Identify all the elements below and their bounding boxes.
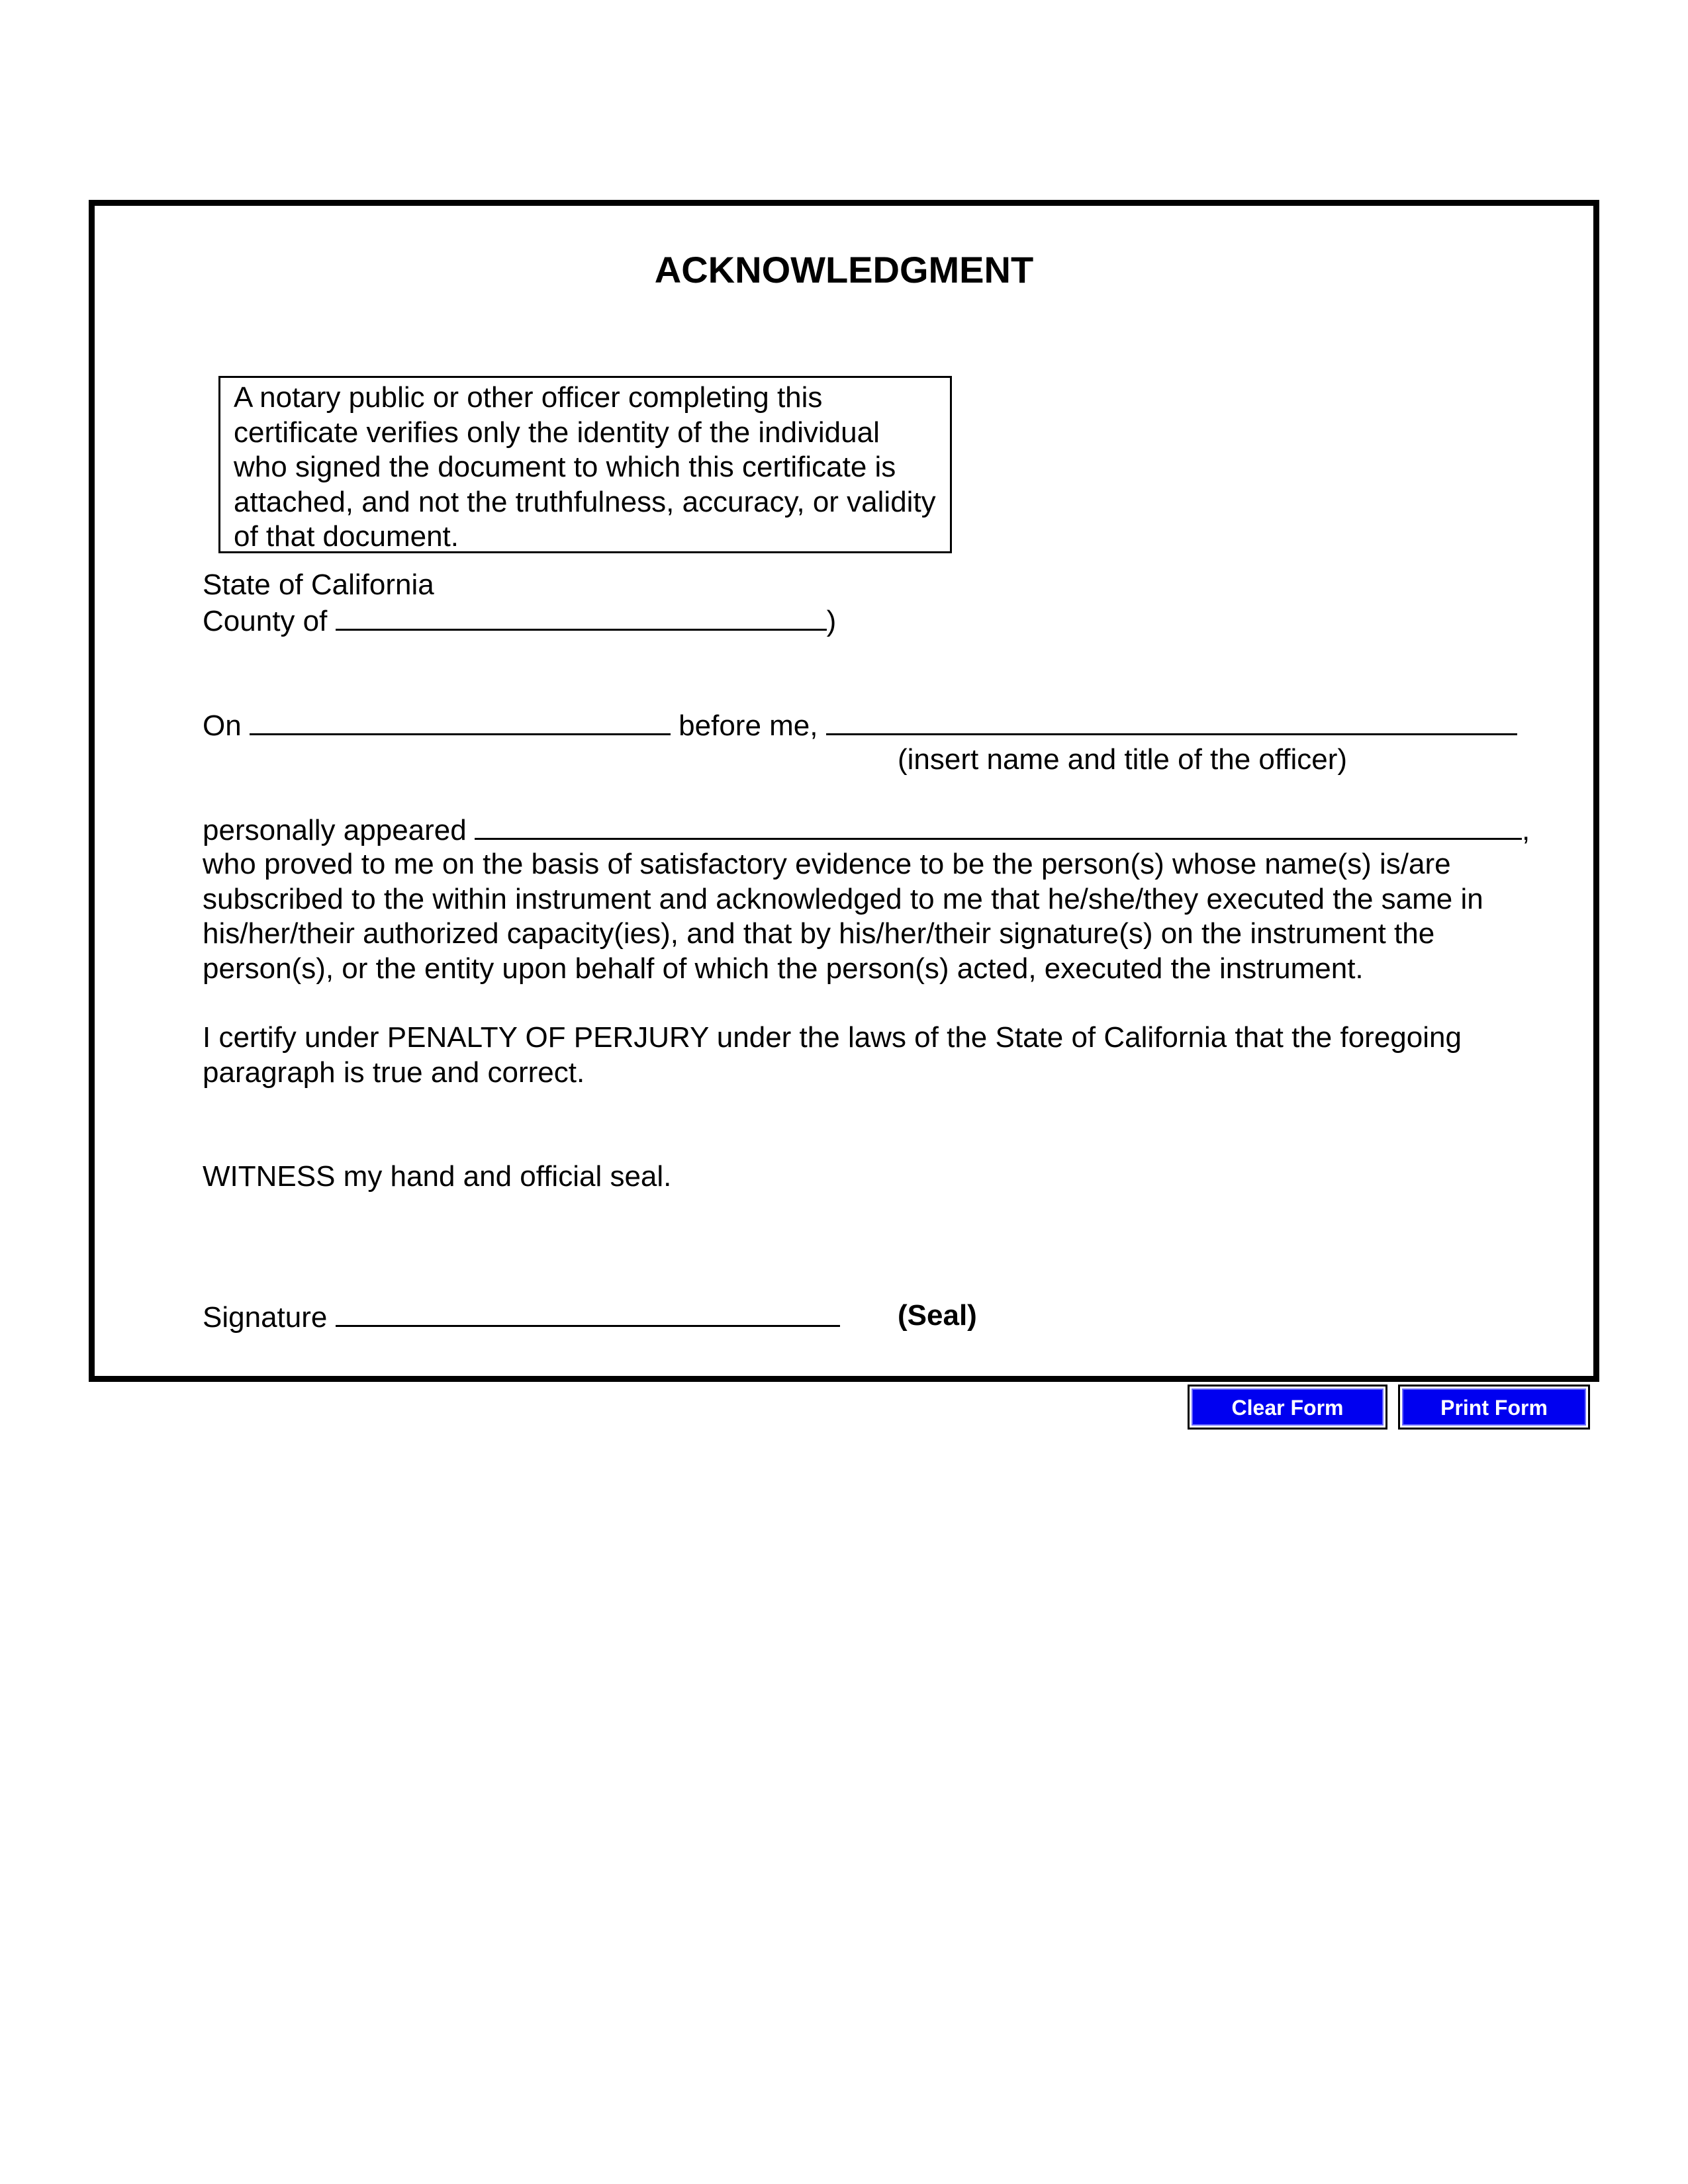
- appeared-row: [203, 811, 1530, 848]
- county-row: [203, 602, 836, 639]
- county-label: County of: [203, 605, 328, 637]
- clear-form-label[interactable]: Clear Form: [1192, 1388, 1383, 1426]
- state-line: State of California: [203, 569, 434, 601]
- print-form-button[interactable]: [1398, 1385, 1590, 1430]
- appeared-name-field[interactable]: [475, 811, 1522, 840]
- form-title: [0, 249, 1688, 291]
- before-me-label: before me,: [679, 709, 818, 742]
- appeared-comma: ,: [1521, 814, 1530, 846]
- perjury-paragraph: I certify under PENALTY OF PERJURY under the laws of the State of California that the foregoing paragraph is true and correct.: [203, 1021, 1462, 1089]
- on-label: On: [203, 709, 242, 742]
- signature-row: [203, 1298, 840, 1335]
- seal-label: (Seal): [898, 1299, 977, 1332]
- signature-label: Signature: [203, 1301, 328, 1334]
- county-field[interactable]: [336, 602, 827, 631]
- notice-text: A notary public or other officer completing this certificate verifies only the identity of the individual who signed the document to which this certificate is attached, and not the truthfulness, accuracy, or validity of that document.: [234, 381, 936, 553]
- signature-field[interactable]: [336, 1298, 840, 1327]
- clear-form-button[interactable]: [1188, 1385, 1387, 1430]
- officer-hint: (insert name and title of the officer): [898, 743, 1348, 776]
- proof-paragraph: who proved to me on the basis of satisfactory evidence to be the person(s) whose name(s) is/are subscribed to the within instrument and acknowledged to me that he/she/they executed the same in his/her/their authorized capacity(ies), and that by his/her/their signature(s) on the instrument the person(s), or the entity upon behalf of which the person(s) acted, executed the instrument.: [203, 848, 1483, 985]
- county-close-paren: ): [826, 605, 837, 637]
- witness-line: WITNESS my hand and official seal.: [203, 1160, 672, 1193]
- print-form-label[interactable]: Print Form: [1402, 1388, 1586, 1426]
- appeared-label: personally appeared: [203, 814, 467, 846]
- date-officer-row: [203, 707, 1517, 743]
- officer-name-field[interactable]: [826, 707, 1517, 735]
- date-field[interactable]: [250, 707, 671, 735]
- notary-notice-box: [218, 376, 952, 553]
- title-text: ACKNOWLEDGMENT: [654, 249, 1034, 291]
